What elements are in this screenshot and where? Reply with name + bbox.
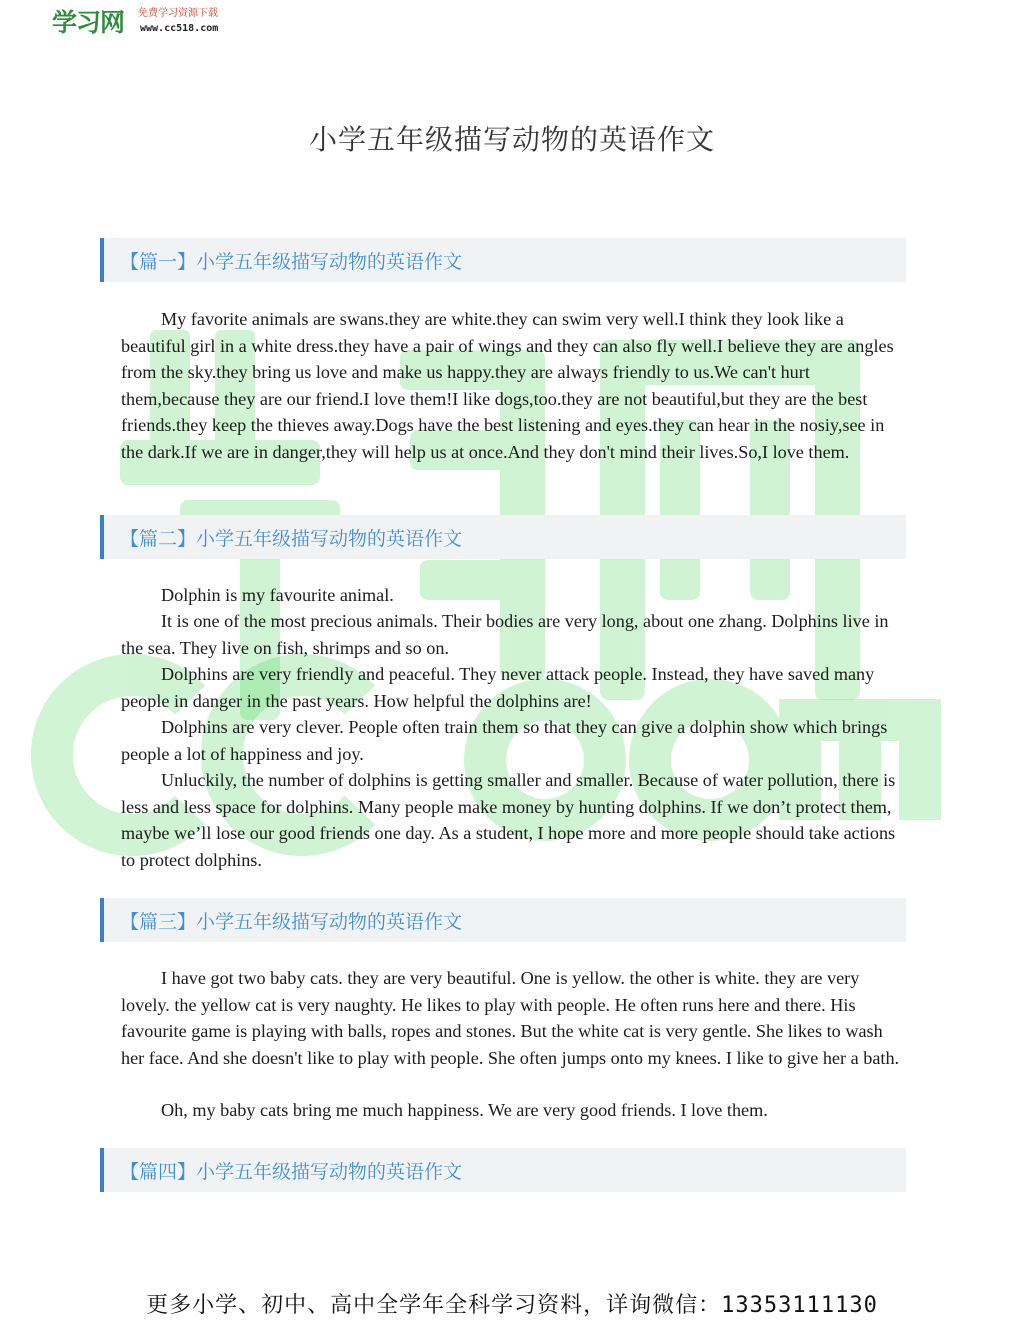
heading-accent-bar [100, 1148, 104, 1192]
heading-accent-bar [100, 515, 104, 559]
section-3-paragraph-2: Oh, my baby cats bring me much happiness. We are very good friends. I love them. [161, 1100, 768, 1120]
footer-contact: 更多小学、初中、高中全学年全科学习资料，详询微信：13353111130 [146, 1293, 878, 1318]
section-heading-3 [100, 898, 906, 942]
section-1-paragraph-1: My favorite animals are swans.they are white.they can swim very well.I think they look like a beautiful girl in a white dress.they have a pair of wings and they can also fly well.I believe they are angles from the sky.they bring us love and make us happy.they are always friendly to us.We can't hurt them,because they are our friend.I love them!I like dogs,too.they are not beautiful,but they are the best friends.they keep the thieves away.Dogs have the best listening and eyes.they can hear in the nosiy,see in the dark.If we are in danger,they will help us at once.And they don't mind their lives.So,I love them. [121, 309, 894, 462]
heading-accent-bar [100, 238, 104, 282]
section-heading-label: 【篇二】小学五年级描写动物的英语作文 [120, 528, 463, 550]
heading-accent-bar [100, 898, 104, 942]
section-2-paragraph-5: Unluckily, the number of dolphins is getting smaller and smaller. Because of water pollution, there is less and less space for dolphins. Many people make money by hunting dolphins. If we don’t protect them, maybe we’ll lose our good friends one day. As a student, I hope more and more people should take actions to protect dolphins. [121, 770, 896, 870]
section-3-paragraph-1: I have got two baby cats. they are very beautiful. One is yellow. the other is white. they are very lovely. the yellow cat is very naughty. He likes to play with people. He often runs here and there. His favourite game is playing with balls, ropes and stones. But the white cat is very gentle. She likes to wash her face. And she doesn't like to play with people. She often jumps onto my knees. I like to give her a bath. [121, 968, 900, 1068]
section-heading-label: 【篇四】小学五年级描写动物的英语作文 [120, 1161, 463, 1183]
logo-text: 学习网 [52, 8, 125, 37]
section-heading-2 [100, 515, 906, 559]
logo-url: www.cc518.com [140, 23, 219, 34]
section-heading-1 [100, 238, 906, 282]
page-title: 小学五年级描写动物的英语作文 [308, 123, 715, 156]
section-heading-4 [100, 1148, 906, 1192]
logo-tagline: 免费学习资源下载 [138, 8, 218, 19]
section-2-paragraph-1: Dolphin is my favourite animal. [161, 585, 394, 605]
section-heading-label: 【篇三】小学五年级描写动物的英语作文 [120, 911, 463, 933]
section-2-paragraph-2: It is one of the most precious animals. Their bodies are very long, about one zhang. Dolphins live in the sea. They live on fish, shrimps and so on. [121, 611, 889, 658]
section-2-paragraph-4: Dolphins are very clever. People often train them so that they can give a dolphin show which brings people a lot of happiness and joy. [121, 717, 888, 764]
section-2-paragraph-3: Dolphins are very friendly and peaceful. They never attack people. Instead, they have saved many people in danger in the past years. How helpful the dolphins are! [121, 664, 875, 711]
section-heading-label: 【篇一】小学五年级描写动物的英语作文 [120, 251, 463, 273]
